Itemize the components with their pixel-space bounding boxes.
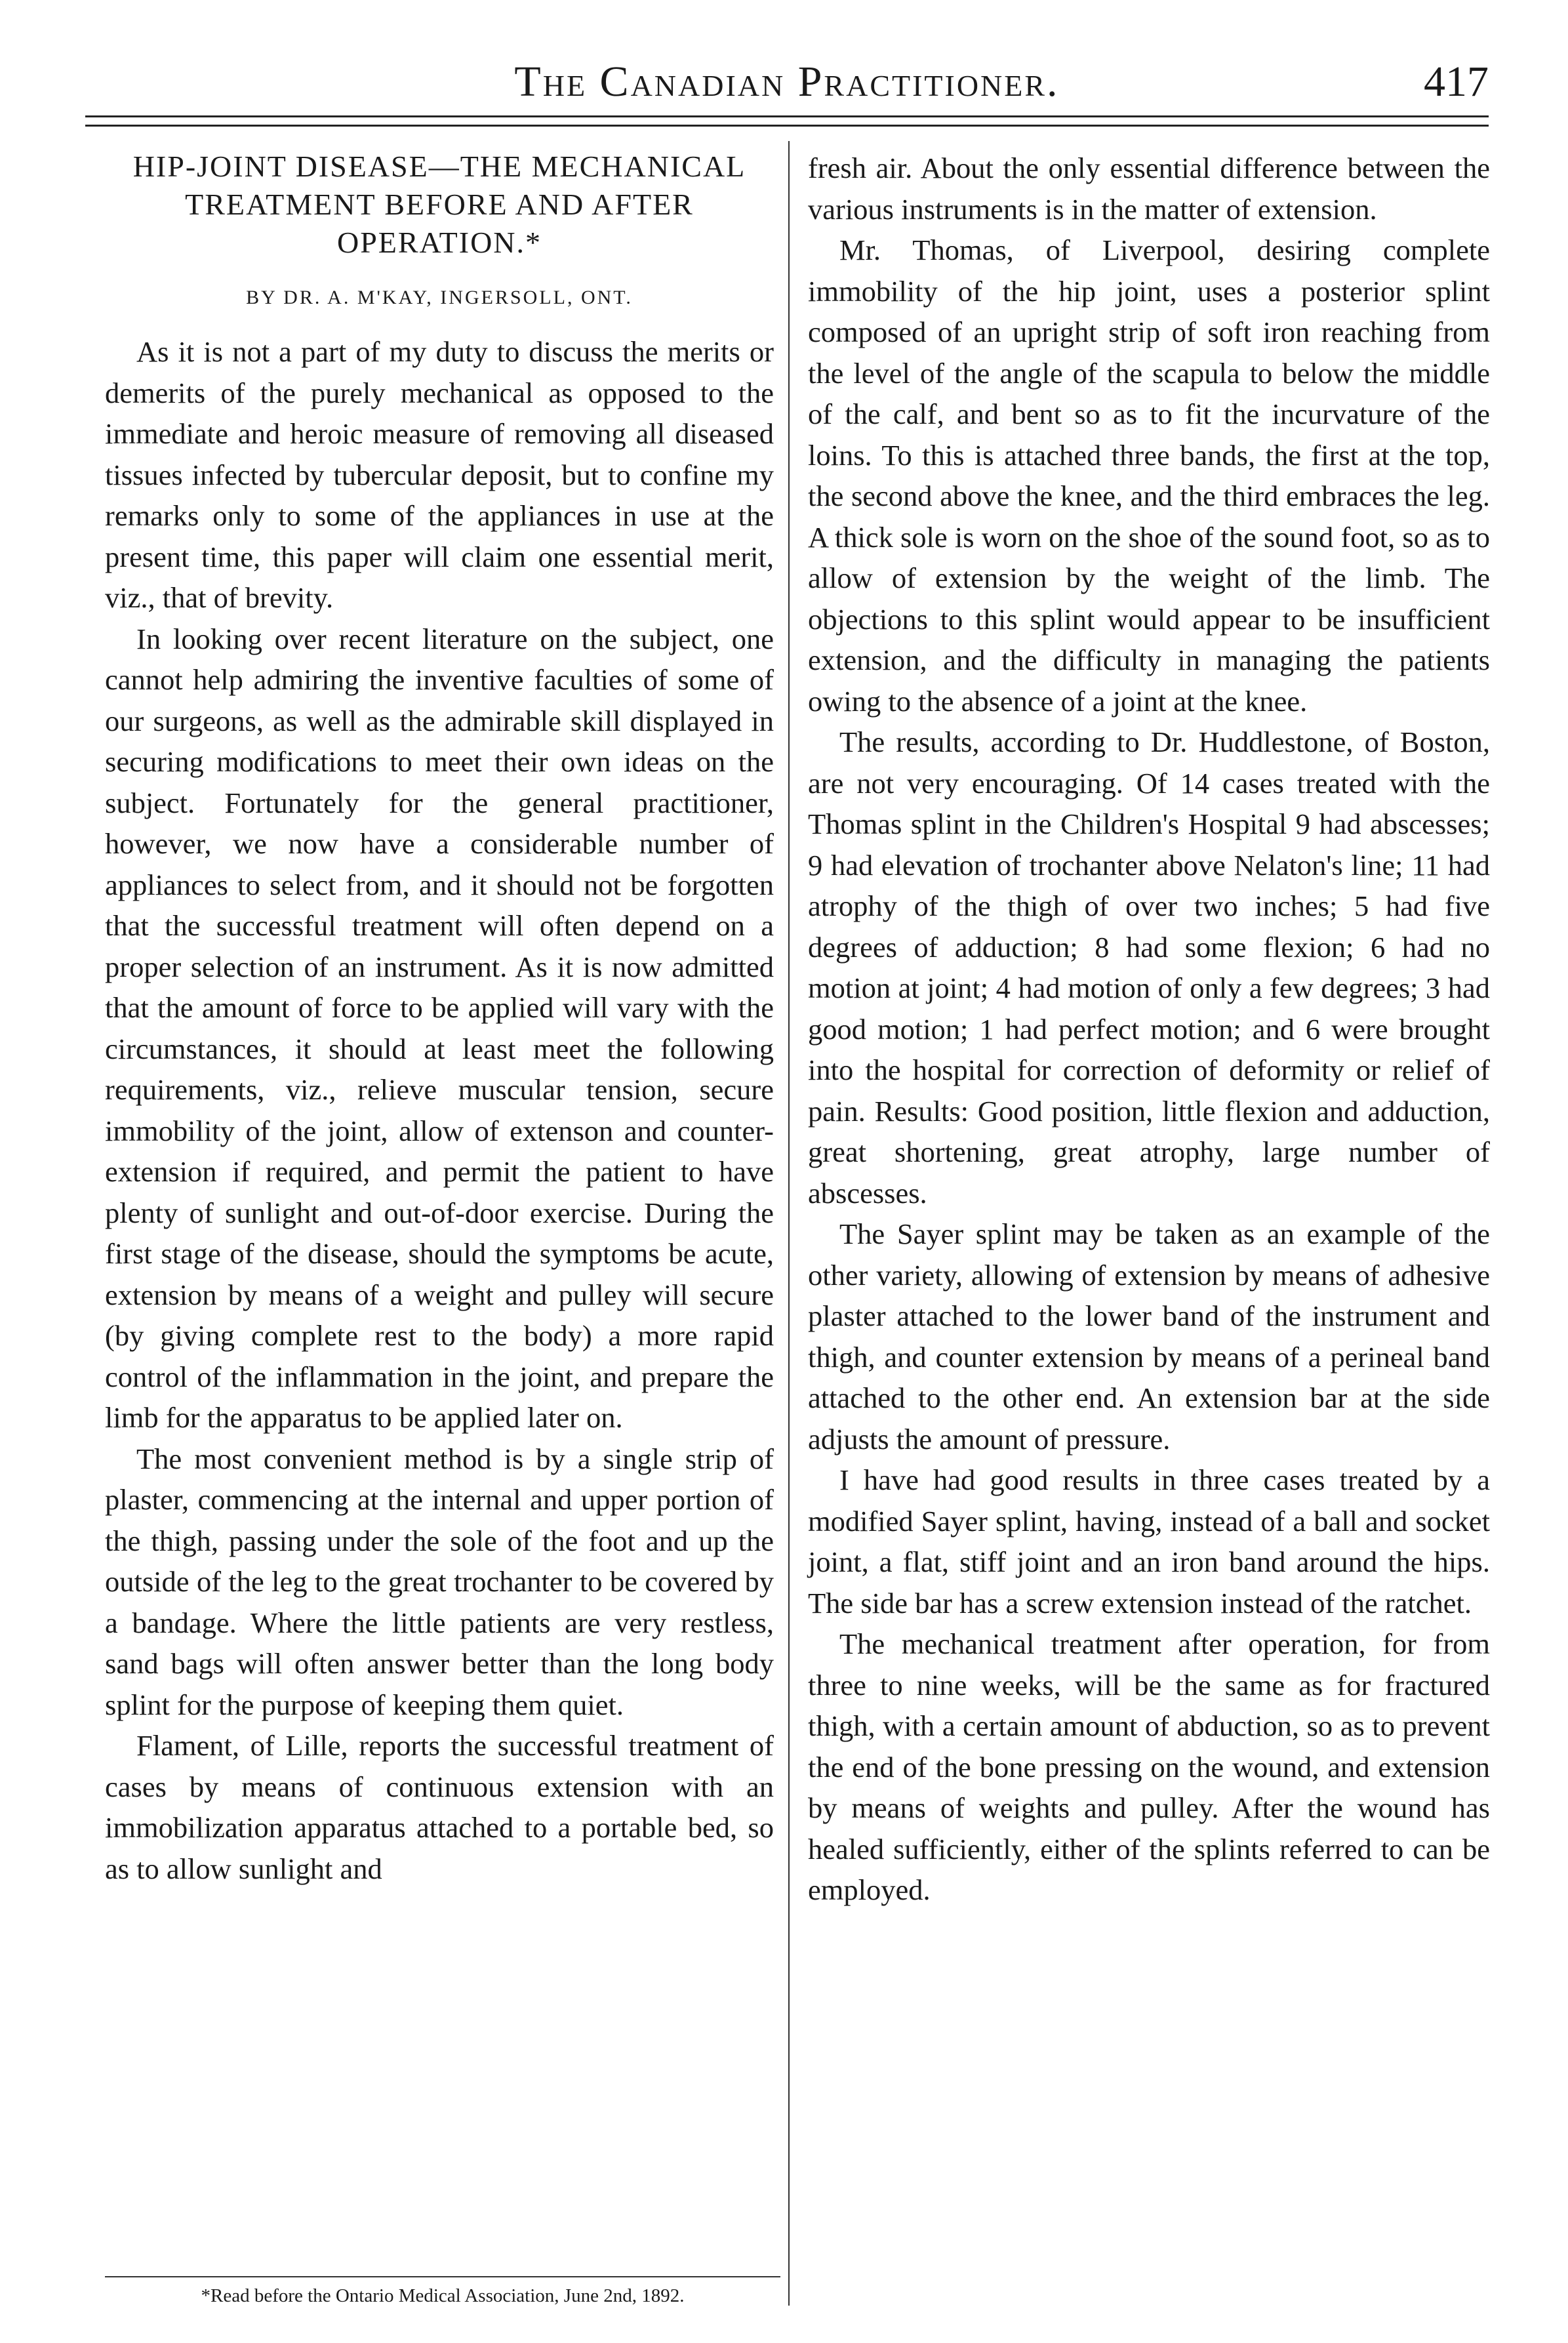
column-divider <box>788 141 790 2306</box>
page-number: 417 <box>1424 58 1489 106</box>
paragraph: The Sayer splint may be taken as an example of the other variety, allowing of extension by means of adhesive plaster attached to the lower band of the instrument and thigh, and counter extension by means of a perineal band attached to the other end. An extension bar at the side adjusts the amount of pressure. <box>808 1217 1490 1456</box>
header-rule-bottom <box>85 125 1489 127</box>
running-title: The Canadian Practitioner. <box>514 58 1060 106</box>
footnote: *Read before the Ontario Medical Association, June 2nd, 1892. <box>201 2285 685 2306</box>
paragraph: Mr. Thomas, of Liverpool, desiring complete immobility of the hip joint, uses a posterior splint composed of an upright strip of soft iron reaching from the level of the angle of the scapula to below the middle of the calf, and bent so as to fit the incurvature of the loins. To this is attached three bands, the first at the top, the second above the knee, and the third embraces the leg. A thick sole is worn on the shoe of the sound foot, so as to allow of extension by the weight of the limb. The objections to this splint would appear to be insufficient extension, and the difficulty in managing the patients owing to the absence of a joint at the knee. <box>808 234 1490 718</box>
article-title: HIP-JOINT DISEASE—THE MECHANICAL TREATMENT BEFORE AND AFTER OPERATION.* <box>132 150 746 259</box>
paragraph: The most convenient method is by a single strip of plaster, commencing at the internal and upper portion of the thigh, passing under the sole of the foot and up the outside of the leg to the great trochanter to be covered by a bandage. Where the little patients are very restless, sand bags will often answer better than the long body splint for the purpose of keeping them quiet. <box>105 1442 774 1721</box>
paragraph: The mechanical treatment after operation, for from three to nine weeks, will be the same as for fractured thigh, with a certain amount of abduction, so as to prevent the end of the bone pressing on the wound, and extension by means of weights and pulley. After the wound has healed sufficiently, either of the splints referred to can be employed. <box>808 1627 1490 1906</box>
paragraph: I have had good results in three cases treated by a modified Sayer splint, having, instead of a ball and socket joint, a flat, stiff joint and an iron band around the hips. The side bar has a screw extension instead of the ratchet. <box>808 1463 1490 1620</box>
header-rule-top <box>85 115 1489 117</box>
right-column <box>808 148 1490 1911</box>
paragraph: The results, according to Dr. Huddlestone, of Boston, are not very encouraging. Of 14 cases treated with the Thomas splint in the Children's Hospital 9 had abscesses; 9 had elevation of trochanter above Nelaton's line; 11 had atrophy of the thigh of over two inches; 5 had five degrees of adduction; 8 had some flexion; 6 had no motion at joint; 4 had motion of only a few degrees; 3 had good motion; 1 had perfect motion; and 6 were brought into the hospital for correction of deformity or relief of pain. Results: Good position, little flexion and adduction, great shortening, great atrophy, large number of abscesses. <box>808 725 1490 1210</box>
footnote-rule <box>105 2276 780 2277</box>
paragraph: In looking over recent literature on the subject, one cannot help admiring the inventive faculties of some of our surgeons, as well as the admirable skill displayed in securing modifications to meet their own ideas on the subject. Fortunately for the general practitioner, however, we now have a considerable number of appliances to select from, and it should not be forgotten that the successful treatment will often depend on a proper selection of an instrument. As it is now admitted that the amount of force to be applied will vary with the circumstances, it should at least meet the following requirements, viz., relieve muscular tension, secure immobility of the joint, allow of extenson and counter-extension if required, and permit the patient to have plenty of sunlight and out-of-door exercise. During the first stage of the disease, should the symptoms be acute, extension by means of a weight and pulley will secure (by giving complete rest to the body) a more rapid control of the inflammation in the joint, and prepare the limb for the apparatus to be applied later on. <box>105 622 774 1434</box>
running-head <box>79 46 1495 118</box>
paragraph: Flament, of Lille, reports the successful treatment of cases by means of continuous extension with an immobilization apparatus attached to a portable bed, so as to allow sunlight and <box>105 1729 774 1885</box>
paragraph-continuation: fresh air. About the only essential difference between the various instruments is in the matter of extension. <box>808 152 1490 226</box>
paragraph: As it is not a part of my duty to discuss the merits or demerits of the purely mechanical as opposed to the immediate and heroic measure of removing all diseased tissues infected by tubercular deposit, but to confine my remarks only to some of the appliances in use at the present time, this paper will claim one essential merit, viz., that of brevity. <box>105 335 774 614</box>
left-column <box>105 148 774 1889</box>
article-byline: BY DR. A. M'KAY, INGERSOLL, ONT. <box>246 287 633 308</box>
